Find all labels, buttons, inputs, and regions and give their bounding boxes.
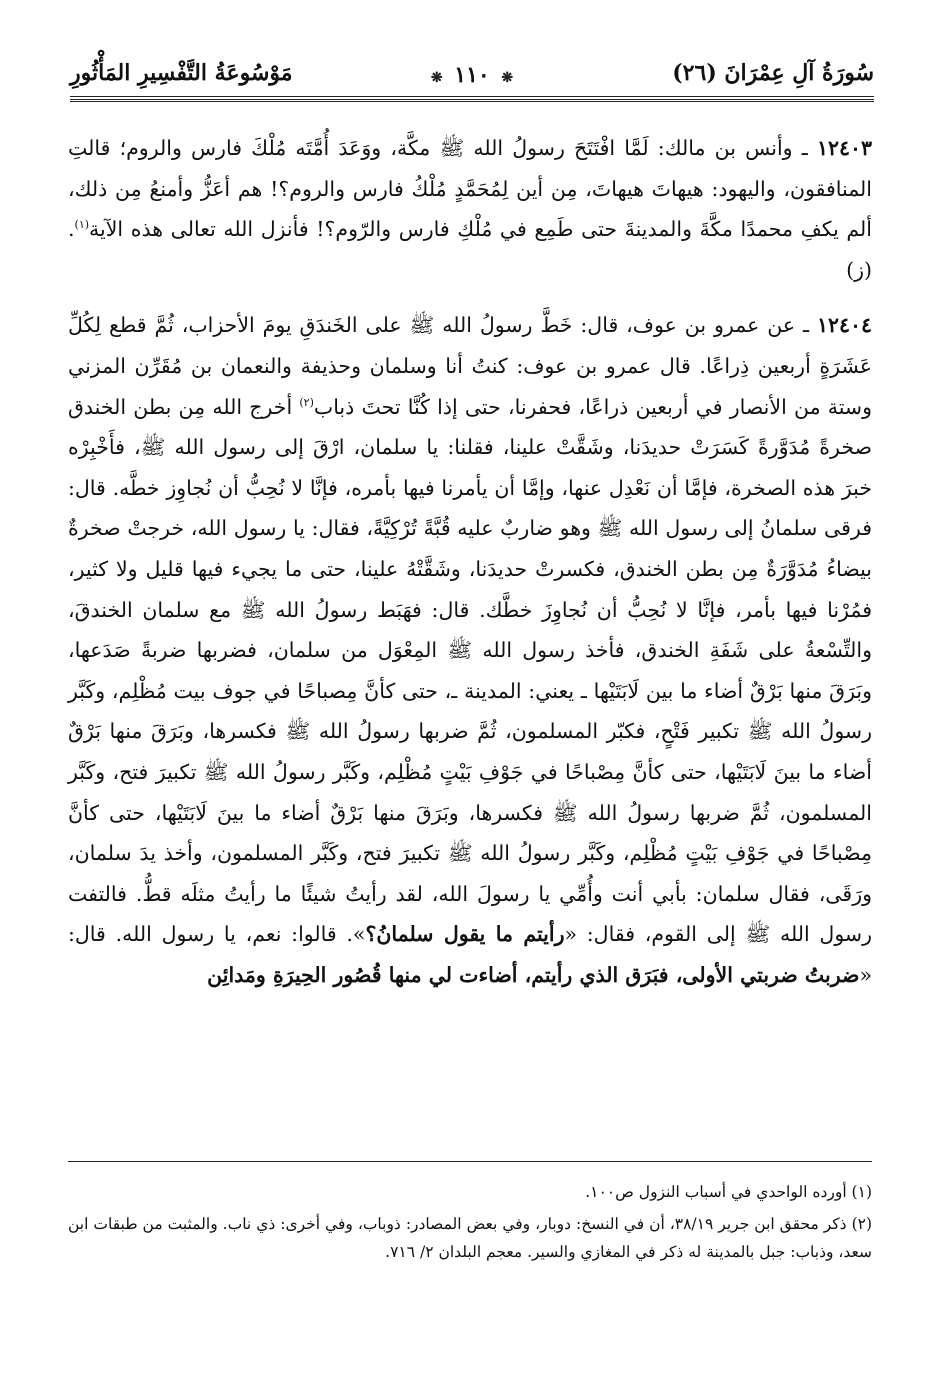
hadith-number: ١٢٤٠٣ (816, 136, 872, 160)
book-title: مَوْسُوعَةُ التَّفْسِيرِ المَأْثُورِ (70, 60, 293, 86)
ornament-icon: ❋ (501, 70, 514, 86)
page-number: ١١٠ (454, 62, 490, 88)
footnotes (68, 1178, 872, 1270)
prophet-quote: ضربتُ ضربتي الأولى، فبَرَق الذي رأيتم، أضاءت لي منها قُصُور الحِيرَةِ ومَدائِن (207, 962, 860, 987)
footnote-divider (68, 1161, 872, 1162)
page-number-group (427, 62, 517, 88)
footnote: (١) أورده الواحدي في أسباب النزول ص١٠٠. (585, 1183, 872, 1201)
page-header (70, 58, 874, 100)
footnote-ref[interactable]: (١) (74, 218, 90, 232)
header-divider (70, 96, 874, 102)
hadith-paragraph (68, 128, 872, 290)
hadith-number: ١٢٤٠٤ (816, 313, 872, 338)
hadith-text: ـ عن عمرو بن عوف، قال: خَطَّ رسولُ الله ﷺ على الخَندَقِ يومَ الأحزاب، ثُمَّ قطع لِكُلِّ عَشَرَةٍ أربعين ذِراعًا. قال عمرو بن عوف: كنتُ أنا وسلمان وحذيفة والنعمان بن مُقَرِّن المزني وستة من الأنصار في أربعين ذراعًا، فحفرنا، حتى إذا كُنَّا تحتَ ذباب (68, 313, 873, 419)
hadith-text: ـ وأنس بن مالك: لَمَّا افْتَتَحَ رسولُ الله ﷺ مكَّة، ووَعَدَ أُمَّتَه مُلْكَ فارس والروم؛ قالتِ المنافقون، واليهود: هيهاتَ هيهاتَ، مِن أين لِمُحَمَّدٍ مُلْكُ فارس والروم؟! هم أعَزُّ وأمنعُ مِن ذلك، ألم يكفِ محمدًا مكَّةَ والمدينةَ حتى طَمِع في مُلْكِ فارس والرّوم؟! فأنزل الله تعالى هذه الآية (68, 136, 872, 242)
hadith-text: . (ز) (68, 217, 872, 282)
hadith-paragraph (68, 305, 872, 995)
main-text (68, 128, 872, 1010)
surah-title: سُورَةُ آلِ عِمْرَانَ (٢٦) (672, 60, 874, 86)
hadith-text: أخرج الله مِن بطن الخندق صخرةً مُدَوَّرةً كَسَرَتْ حديدَنا، وشَقَّتْ علينا، فقلنا: يا سلمان، ارْقَ إلى رسول الله ﷺ، فأَخْبِرْه خبرَ هذه الصخرة، فإمَّا أن نَعْدِل عنها، وإمَّا أن يأمرنا فيها بأمره، فإنَّا لا نُحِبُّ أن نُجاوِز خطَّه. قال: فرقى سلمانُ إلى رسول الله ﷺ وهو ضاربٌ عليه قُبَّةً تُرْكِيَّةً، فقال: يا رسول الله، خرجتْ صخرةٌ بيضاءُ مُدَوَّرَةٌ مِن بطن الخندق، فكسرتْ حديدَنا، وشَقَّتْهُ علينا، حتى ما يجيء فيها قليل ولا كثير، فمُرْنا فيها بأمر، فإنَّا لا نُحِبُّ أن نُجاوِزَ خطَّك. قال: فهَبَط رسولُ الله ﷺ مع سلمان الخندقَ، والتِّسْعةُ على شَفَةِ الخندق، فأخذ رسول الله ﷺ المِعْوَل من سلمان، فضربها ضربةً صَدَعها، وبَرَقَ منها بَرْقٌ أضاء ما بين لَابَتَيْها ـ يعني: المدينة ـ، حتى كأنَّ مِصباحًا في جوف بيت مُظْلِم، وكَبَّر رسولُ الله ﷺ تكبير فَتْحٍ، فكبّر المسلمون، ثُمَّ ضربها رسولُ الله ﷺ فكسرها، وبَرَقَ منها بَرْقٌ أضاء ما بينَ لَابَتَيْها، حتى كأنَّ مِصْباحًا في جَوْفِ بَيْتٍ مُظْلِم، وكَبَّر رسولُ الله ﷺ تكبيرَ فتح، وكَبَّر المسلمون، ثُمَّ ضربها رسولُ الله ﷺ فكسرها، وبَرَقَ منها بَرْقٌ أضاء ما بينَ لَابَتَيْها، حتى كأنَّ مِصْباحًا في جَوْفِ بَيْتٍ مُظْلِم، وكَبَّر رسولُ الله ﷺ تكبيرَ فتح، وكَبَّر المسلمون، وأخذ يدَ سلمان، ورَقَى، فقال سلمان: بأبي أنت وأُمِّي يا رسولَ الله، لقد رأيتُ شيئًا ما رأيتُ مثلَه قطُّ. فالتفت رسول الله ﷺ إلى القوم، فقال: « (68, 394, 872, 947)
footnote-ref[interactable]: (٢) (299, 395, 314, 409)
hadith-text: ». قالوا: نعم، يا رسول الله. قال: « (68, 922, 872, 987)
ornament-icon: ❋ (430, 70, 443, 86)
footnote: (٢) ذكر محقق ابن جرير ٣٨/١٩، أن في النسخ: دوبار، وفي بعض المصادر: ذوباب، وفي أخرى: ذي ناب. والمثبت من طبقات ابن سعد، وذباب: جبل بالمدينة له ذكر في المغازي والسير. معجم البلدان ٢/ ٧١٦. (68, 1215, 873, 1261)
prophet-quote: رأيتم ما يقول سلمانُ؟ (365, 922, 565, 947)
